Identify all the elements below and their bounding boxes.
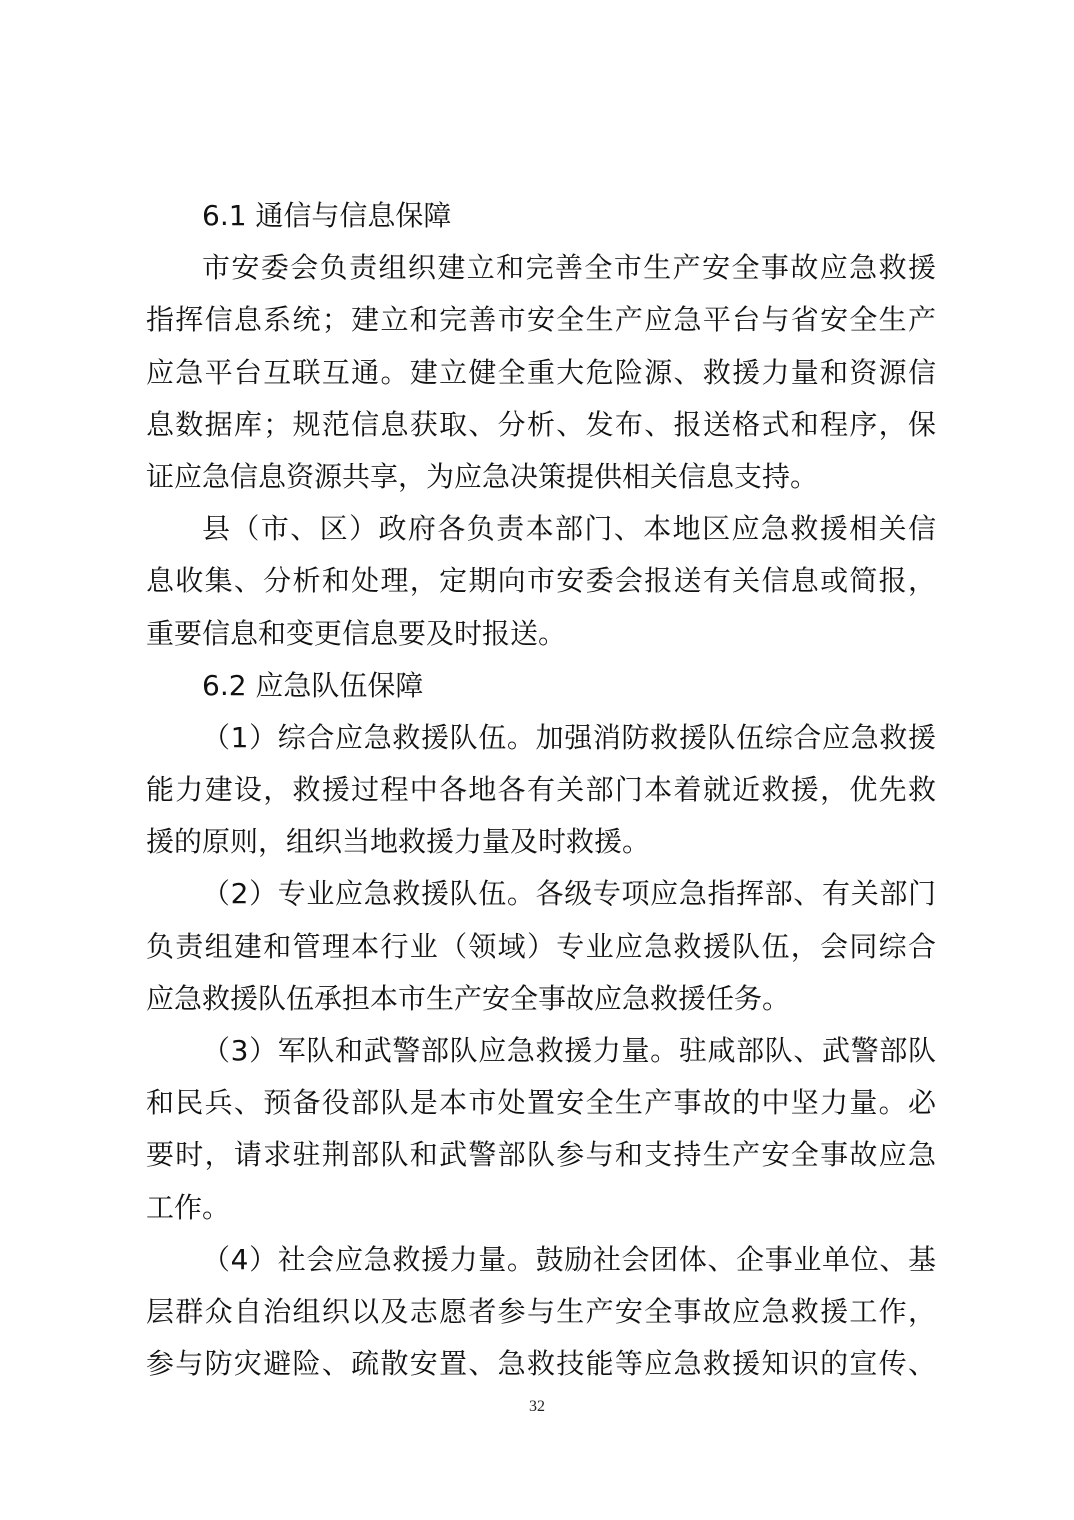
paragraph-comprehensive-team — [146, 712, 936, 869]
paragraph-military-force — [146, 1025, 936, 1234]
text-line: 应急救援队伍承担本市生产安全事故应急救援任务。 — [146, 981, 791, 1015]
paragraph-professional-team — [146, 868, 936, 1025]
text-line: （3）军队和武警部队应急救援力量。驻咸部队、武警部队 — [202, 1034, 936, 1067]
text-line: （4）社会应急救援力量。鼓励社会团体、企事业单位、基 — [202, 1242, 936, 1276]
text-line: 参与防灾避险、疏散安置、急救技能等应急救援知识的宣传、 — [146, 1347, 936, 1381]
text-line: 工作。 — [146, 1190, 231, 1224]
text-line: （2）专业应急救援队伍。各级专项应急指挥部、有关部门 — [202, 877, 936, 911]
text-line: 层群众自治组织以及志愿者参与生产安全事故应急救援工作， — [146, 1294, 936, 1328]
page-number: 32 — [529, 1398, 545, 1415]
text-line: 息收集、分析和处理，定期向市安委会报送有关信息或简报， — [146, 564, 936, 598]
section-heading-6-1: 6.1 通信与信息保障 — [202, 199, 452, 232]
text-line: 市安委会负责组织建立和完善全市生产安全事故应急救援 — [202, 251, 936, 285]
paragraph-social-force — [146, 1234, 936, 1391]
text-line: 援的原则，组织当地救援力量及时救援。 — [146, 825, 651, 859]
text-line: 息数据库；规范信息获取、分析、发布、报送格式和程序，保 — [146, 407, 936, 441]
page-content — [146, 190, 936, 1390]
text-line: 证应急信息资源共享，为应急决策提供相关信息支持。 — [146, 459, 819, 493]
text-line: 能力建设，救援过程中各地各有关部门本着就近救援，优先救 — [146, 773, 936, 807]
text-line: （1）综合应急救援队伍。加强消防救援队伍综合应急救援 — [202, 720, 936, 754]
paragraph-communication — [146, 242, 936, 503]
text-line: 应急平台互联互通。建立健全重大危险源、救援力量和资源信 — [146, 355, 936, 389]
text-line: 和民兵、预备役部队是本市处置安全生产事故的中坚力量。必 — [146, 1086, 936, 1120]
paragraph-county-info — [146, 503, 936, 660]
section-heading-6-2: 6.2 应急队伍保障 — [202, 668, 424, 702]
text-line: 重要信息和变更信息要及时报送。 — [146, 616, 567, 650]
text-line: 县（市、区）政府各负责本部门、本地区应急救援相关信 — [202, 512, 936, 546]
text-line: 指挥信息系统；建立和完善市安全生产应急平台与省安全生产 — [146, 303, 936, 337]
text-line: 要时，请求驻荆部队和武警部队参与和支持生产安全事故应急 — [146, 1138, 936, 1172]
text-line: 负责组建和管理本行业（领域）专业应急救援队伍，会同综合 — [146, 929, 936, 963]
